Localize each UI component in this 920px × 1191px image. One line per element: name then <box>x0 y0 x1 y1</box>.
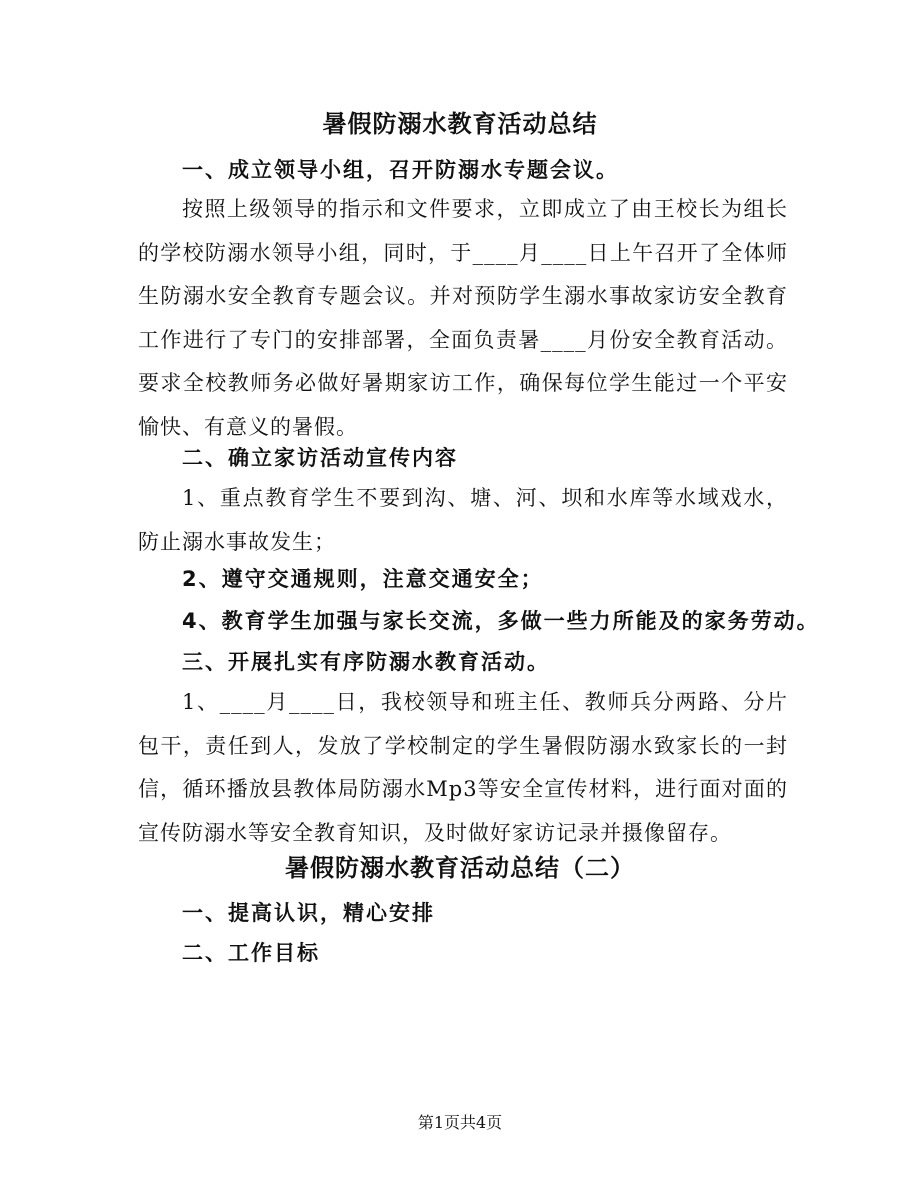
document-title-2: 暑假防溺水教育活动总结（二） <box>285 854 635 882</box>
section2-item2: 2、遵守交通规则，注意交通安全； <box>182 567 544 591</box>
section2-item4: 4、教育学生加强与家长交流，多做一些力所能及的家务劳动。 <box>182 609 820 633</box>
section1-heading: 一、成立领导小组，召开防溺水专题会议。 <box>182 158 619 182</box>
part2-heading1: 一、提高认识，精心安排 <box>182 901 435 925</box>
section3-item1: 1、____月____日，我校领导和班主任、教师兵分两路、分片包干，责任到人，发放了学校制定的学生暑假防溺水致家长的一封信，循环播放县教体局防溺水Mp3等安全宣传材料，进行面对面的宣传防溺水等安全教育知识，及时做好家访记录并摄像留存。 <box>138 690 788 845</box>
section2-heading: 二、确立家访活动宣传内容 <box>182 446 458 470</box>
section3-heading: 三、开展扎实有序防溺水教育活动。 <box>182 650 550 674</box>
section2-item1: 1、重点教育学生不要到沟、塘、河、坝和水库等水域戏水，防止溺水事故发生； <box>138 486 788 554</box>
document-title: 暑假防溺水教育活动总结 <box>322 110 598 138</box>
page-number: 第1页共4页 <box>417 1113 503 1132</box>
part2-heading2: 二、工作目标 <box>182 941 320 965</box>
section1-paragraph: 按照上级领导的指示和文件要求，立即成立了由王校长为组长的学校防溺水领导小组，同时，于____月____日上午召开了全体师生防溺水安全教育专题会议。并对预防学生溺水事故家访安全教育工作进行了专门的安排部署，全面负责暑____月份安全教育活动。要求全校教师务必做好暑期家访工作，确保每位学生能过一个平安愉快、有意义的暑假。 <box>138 197 788 439</box>
